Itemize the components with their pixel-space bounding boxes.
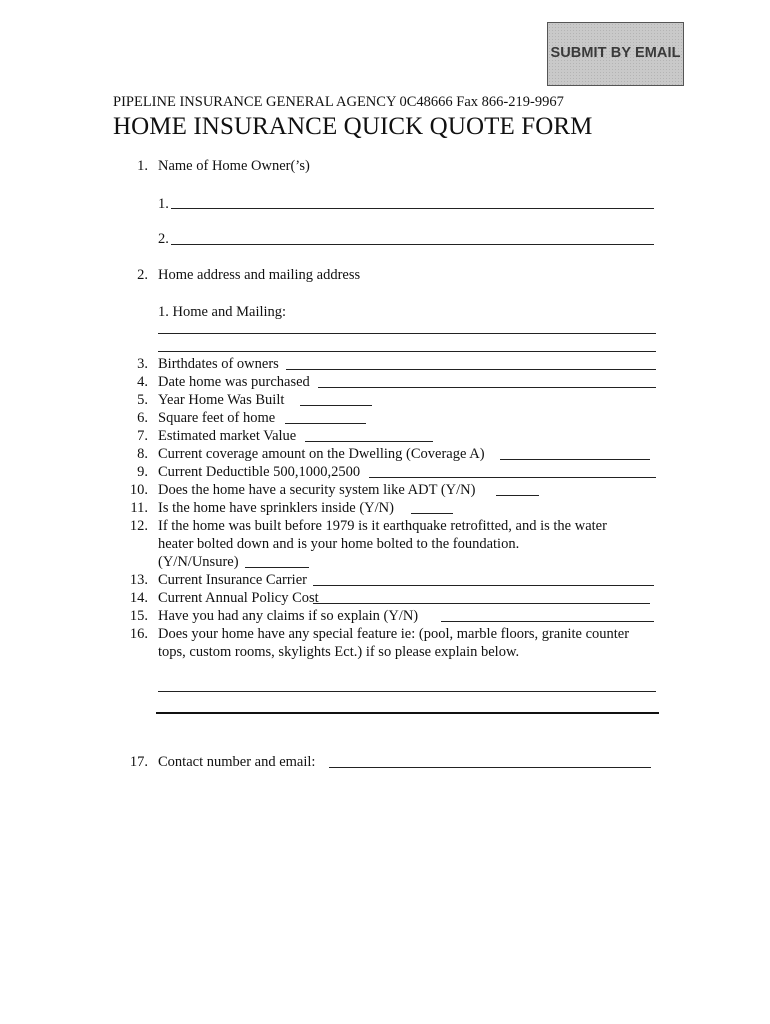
item-label-address: Home address and mailing address bbox=[158, 267, 361, 283]
item-number: 3. bbox=[137, 356, 148, 372]
date-purchased-field[interactable] bbox=[318, 387, 656, 388]
owner-1-field[interactable] bbox=[171, 208, 654, 209]
year-built-field[interactable] bbox=[300, 405, 372, 406]
item-label-sprinklers: Is the home have sprinklers inside (Y/N) bbox=[158, 500, 394, 516]
item-label-market-value: Estimated market Value bbox=[158, 428, 297, 444]
item-number: 8. bbox=[137, 446, 148, 462]
item-number: 17. bbox=[129, 754, 148, 770]
item-number: 11. bbox=[130, 500, 148, 516]
agency-line: PIPELINE INSURANCE GENERAL AGENCY 0C48666 Fax 866-219-9967 bbox=[113, 94, 564, 110]
address-field-line-2[interactable] bbox=[158, 351, 656, 352]
deductible-field[interactable] bbox=[369, 477, 656, 478]
item-label-contact: Contact number and email: bbox=[158, 754, 316, 770]
item-label-year-built: Year Home Was Built bbox=[158, 392, 285, 408]
birthdates-field[interactable] bbox=[286, 369, 656, 370]
item-number: 1. bbox=[137, 158, 148, 174]
owner-2-field[interactable] bbox=[171, 244, 654, 245]
item-label-earthquake-line-1: If the home was built before 1979 is it earthquake retrofitted, and is the water bbox=[158, 518, 607, 534]
policy-cost-field[interactable] bbox=[313, 603, 650, 604]
item-label-policy-cost: Current Annual Policy Cost bbox=[158, 590, 319, 606]
item-label-claims: Have you had any claims if so explain (Y/N) bbox=[158, 608, 419, 624]
item-label-special-features-line-1: Does your home have any special feature ie: (pool, marble floors, granite counter bbox=[158, 626, 630, 642]
item-label-birthdates: Birthdates of owners bbox=[158, 356, 279, 372]
item-label-deductible: Current Deductible 500,1000,2500 bbox=[158, 464, 361, 480]
item-label-special-features-line-2: tops, custom rooms, skylights Ect.) if so please explain below. bbox=[158, 644, 520, 660]
owner-line-number: 2. bbox=[158, 231, 169, 247]
special-features-field-line-2[interactable] bbox=[156, 712, 659, 714]
item-label-square-feet: Square feet of home bbox=[158, 410, 276, 426]
item-number: 15. bbox=[129, 608, 148, 624]
item-number: 7. bbox=[137, 428, 148, 444]
insurance-carrier-field[interactable] bbox=[313, 585, 654, 586]
special-features-field-line-1[interactable] bbox=[158, 691, 656, 692]
coverage-field[interactable] bbox=[500, 459, 650, 460]
sprinklers-field[interactable] bbox=[411, 513, 453, 514]
item-label-date-purchased: Date home was purchased bbox=[158, 374, 310, 390]
claims-field[interactable] bbox=[441, 621, 654, 622]
page-title: HOME INSURANCE QUICK QUOTE FORM bbox=[113, 113, 593, 140]
item-number: 14. bbox=[129, 590, 148, 606]
item-number: 2. bbox=[137, 267, 148, 283]
item-label-insurance-carrier: Current Insurance Carrier bbox=[158, 572, 307, 588]
submit-by-email-button[interactable] bbox=[547, 22, 684, 86]
owner-line-number: 1. bbox=[158, 196, 169, 212]
security-system-field[interactable] bbox=[496, 495, 539, 496]
submit-button-label: SUBMIT BY EMAIL bbox=[550, 45, 681, 61]
item-label-earthquake-line-3: (Y/N/Unsure) bbox=[158, 554, 239, 570]
item-label-owner-name: Name of Home Owner(’s) bbox=[158, 158, 310, 174]
contact-field[interactable] bbox=[329, 767, 651, 768]
earthquake-field[interactable] bbox=[245, 567, 309, 568]
item-label-security-system: Does the home have a security system like ADT (Y/N) bbox=[158, 482, 476, 498]
address-field-line-1[interactable] bbox=[158, 333, 656, 334]
item-label-coverage: Current coverage amount on the Dwelling (Coverage A) bbox=[158, 446, 485, 462]
market-value-field[interactable] bbox=[305, 441, 433, 442]
square-feet-field[interactable] bbox=[285, 423, 366, 424]
address-sub-label: 1. Home and Mailing: bbox=[158, 304, 287, 320]
item-number: 4. bbox=[137, 374, 148, 390]
item-number: 16. bbox=[129, 626, 148, 642]
item-number: 12. bbox=[129, 518, 148, 534]
item-number: 13. bbox=[129, 572, 148, 588]
item-number: 10. bbox=[129, 482, 148, 498]
item-number: 9. bbox=[137, 464, 148, 480]
item-number: 5. bbox=[137, 392, 148, 408]
item-label-earthquake-line-2: heater bolted down and is your home bolted to the foundation. bbox=[158, 536, 520, 552]
item-number: 6. bbox=[137, 410, 148, 426]
